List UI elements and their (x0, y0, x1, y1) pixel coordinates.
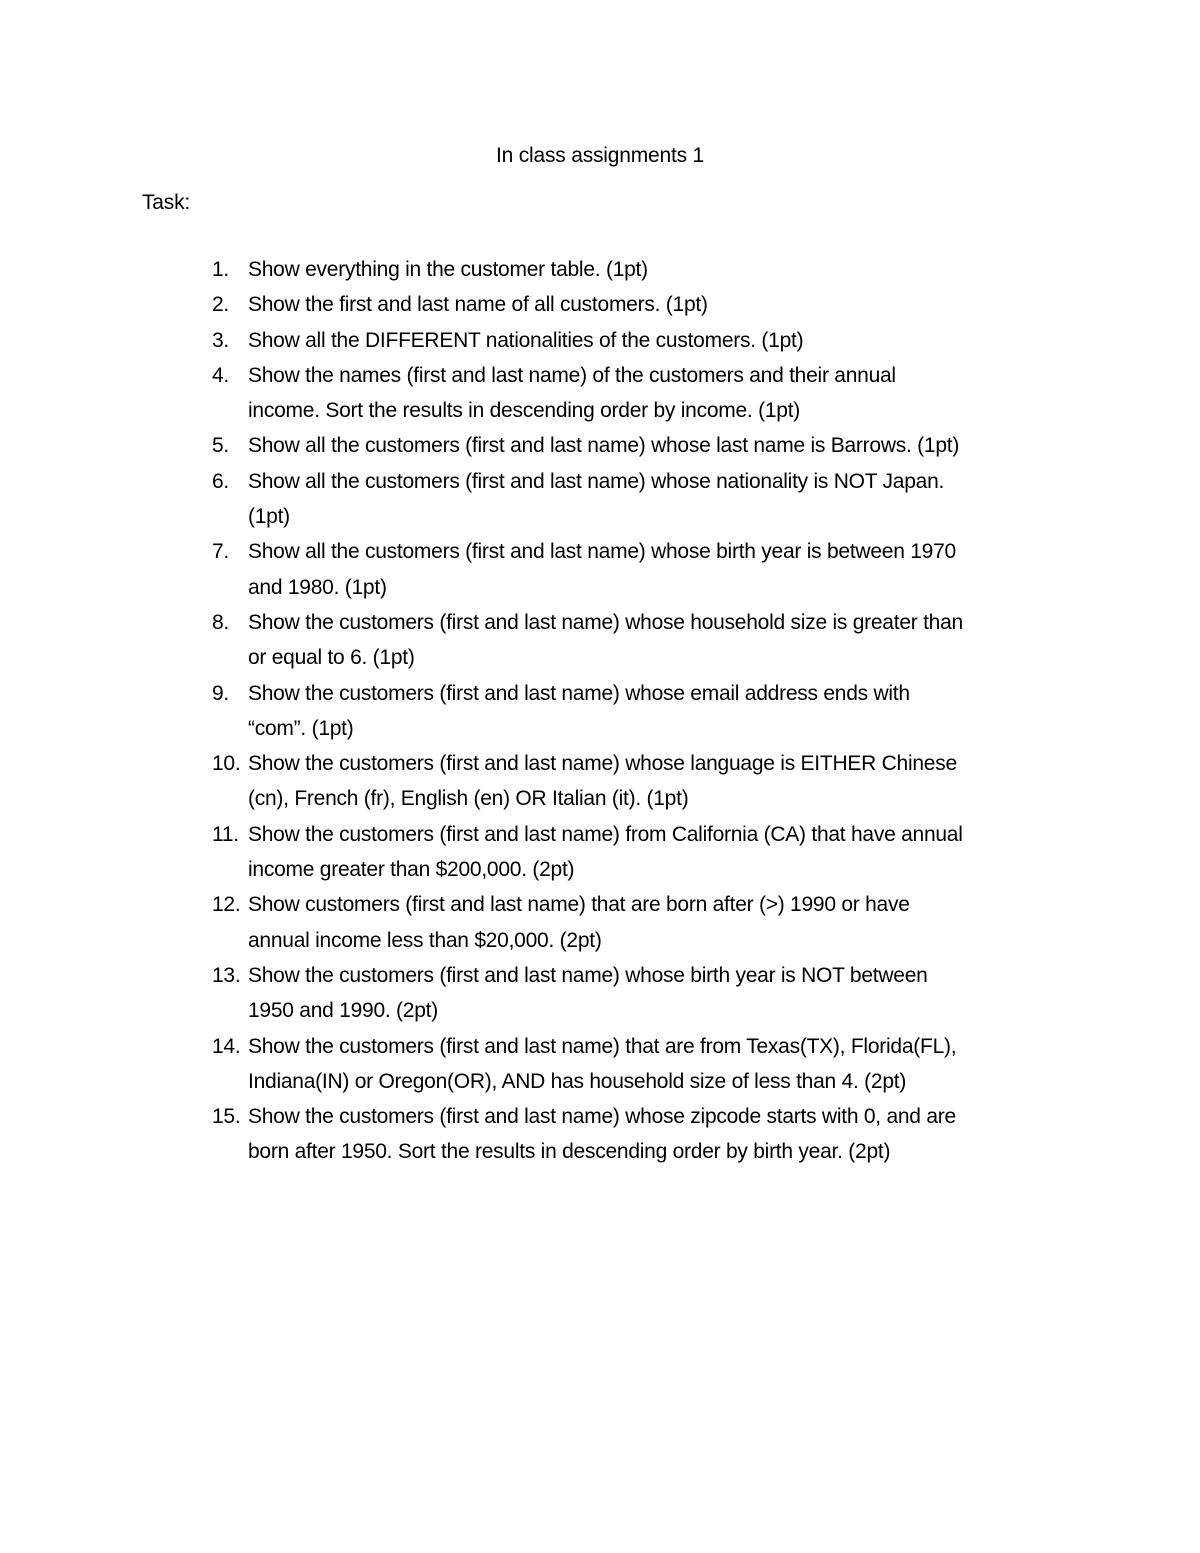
task-item-5 (212, 428, 1072, 463)
task-item-14 (212, 1029, 1072, 1100)
task-text: Show the customers (first and last name) whose zipcode starts with 0, and are born after 1950. Sort the results in descending order by birth year. (2pt) (248, 1105, 956, 1164)
task-number: 13. (212, 963, 241, 987)
task-number: 9. (212, 681, 230, 705)
task-label: Task: (142, 191, 191, 214)
task-number: 2. (212, 293, 230, 317)
task-number: 10. (212, 752, 241, 776)
task-number: 7. (212, 540, 230, 564)
task-number: 14. (212, 1034, 241, 1058)
task-text: Show customers (first and last name) that are born after (>) 1990 or have annual income less than $20,000. (2pt) (248, 893, 910, 952)
task-number: 12. (212, 893, 241, 917)
task-number: 4. (212, 363, 230, 387)
task-item-13 (212, 958, 1072, 1029)
task-item-2 (212, 287, 1072, 322)
task-number: 1. (212, 258, 230, 281)
task-item-12 (212, 887, 1072, 958)
task-number: 6. (212, 469, 230, 493)
task-text: Show all the DIFFERENT nationalities of the customers. (1pt) (248, 328, 804, 352)
task-item-4 (212, 358, 1072, 429)
task-item-11 (212, 817, 1072, 888)
task-text: Show the customers (first and last name) whose household size is greater than or equal to 6. (1pt) (248, 610, 963, 670)
task-item-3 (212, 323, 1072, 358)
task-text: Show the customers (first and last name) whose birth year is NOT between 1950 and 1990. (2pt) (248, 963, 928, 1023)
task-item-8 (212, 605, 1072, 676)
task-text: Show everything in the customer table. (1pt) (248, 258, 648, 281)
task-text: Show the customers (first and last name) from California (CA) that have annual income greater than $200,000. (2pt) (248, 822, 963, 882)
task-number: 15. (212, 1105, 241, 1129)
task-number: 8. (212, 610, 230, 634)
task-item-10 (212, 746, 1072, 817)
task-text: Show all the customers (first and last name) whose last name is Barrows. (1pt) (248, 434, 960, 458)
task-item-15 (212, 1099, 1072, 1170)
task-text: Show the names (first and last name) of the customers and their annual income. Sort the results in descending order by income. (1pt) (248, 363, 896, 423)
task-item-6 (212, 464, 1072, 535)
task-number: 3. (212, 328, 230, 352)
document-title: In class assignments 1 (495, 144, 705, 167)
task-item-9 (212, 676, 1072, 747)
task-list (212, 252, 1072, 1170)
task-text: Show the first and last name of all customers. (1pt) (248, 293, 708, 317)
task-text: Show the customers (first and last name) that are from Texas(TX), Florida(FL), Indiana(IN) or Oregon(OR), AND has household size of less than 4. (2pt) (248, 1034, 957, 1093)
task-number: 11. (212, 822, 239, 846)
task-text: Show the customers (first and last name) whose email address ends with “com”. (1pt) (248, 681, 910, 740)
task-text: Show all the customers (first and last name) whose birth year is between 1970 and 1980. (1pt) (248, 540, 956, 599)
task-item-1 (212, 252, 1072, 287)
task-text: Show the customers (first and last name) whose language is EITHER Chinese (cn), French (fr), English (en) OR Italian (it). (1pt) (248, 752, 957, 811)
task-text: Show all the customers (first and last name) whose nationality is NOT Japan. (1pt) (248, 469, 945, 529)
task-number: 5. (212, 434, 230, 458)
task-item-7 (212, 534, 1072, 605)
